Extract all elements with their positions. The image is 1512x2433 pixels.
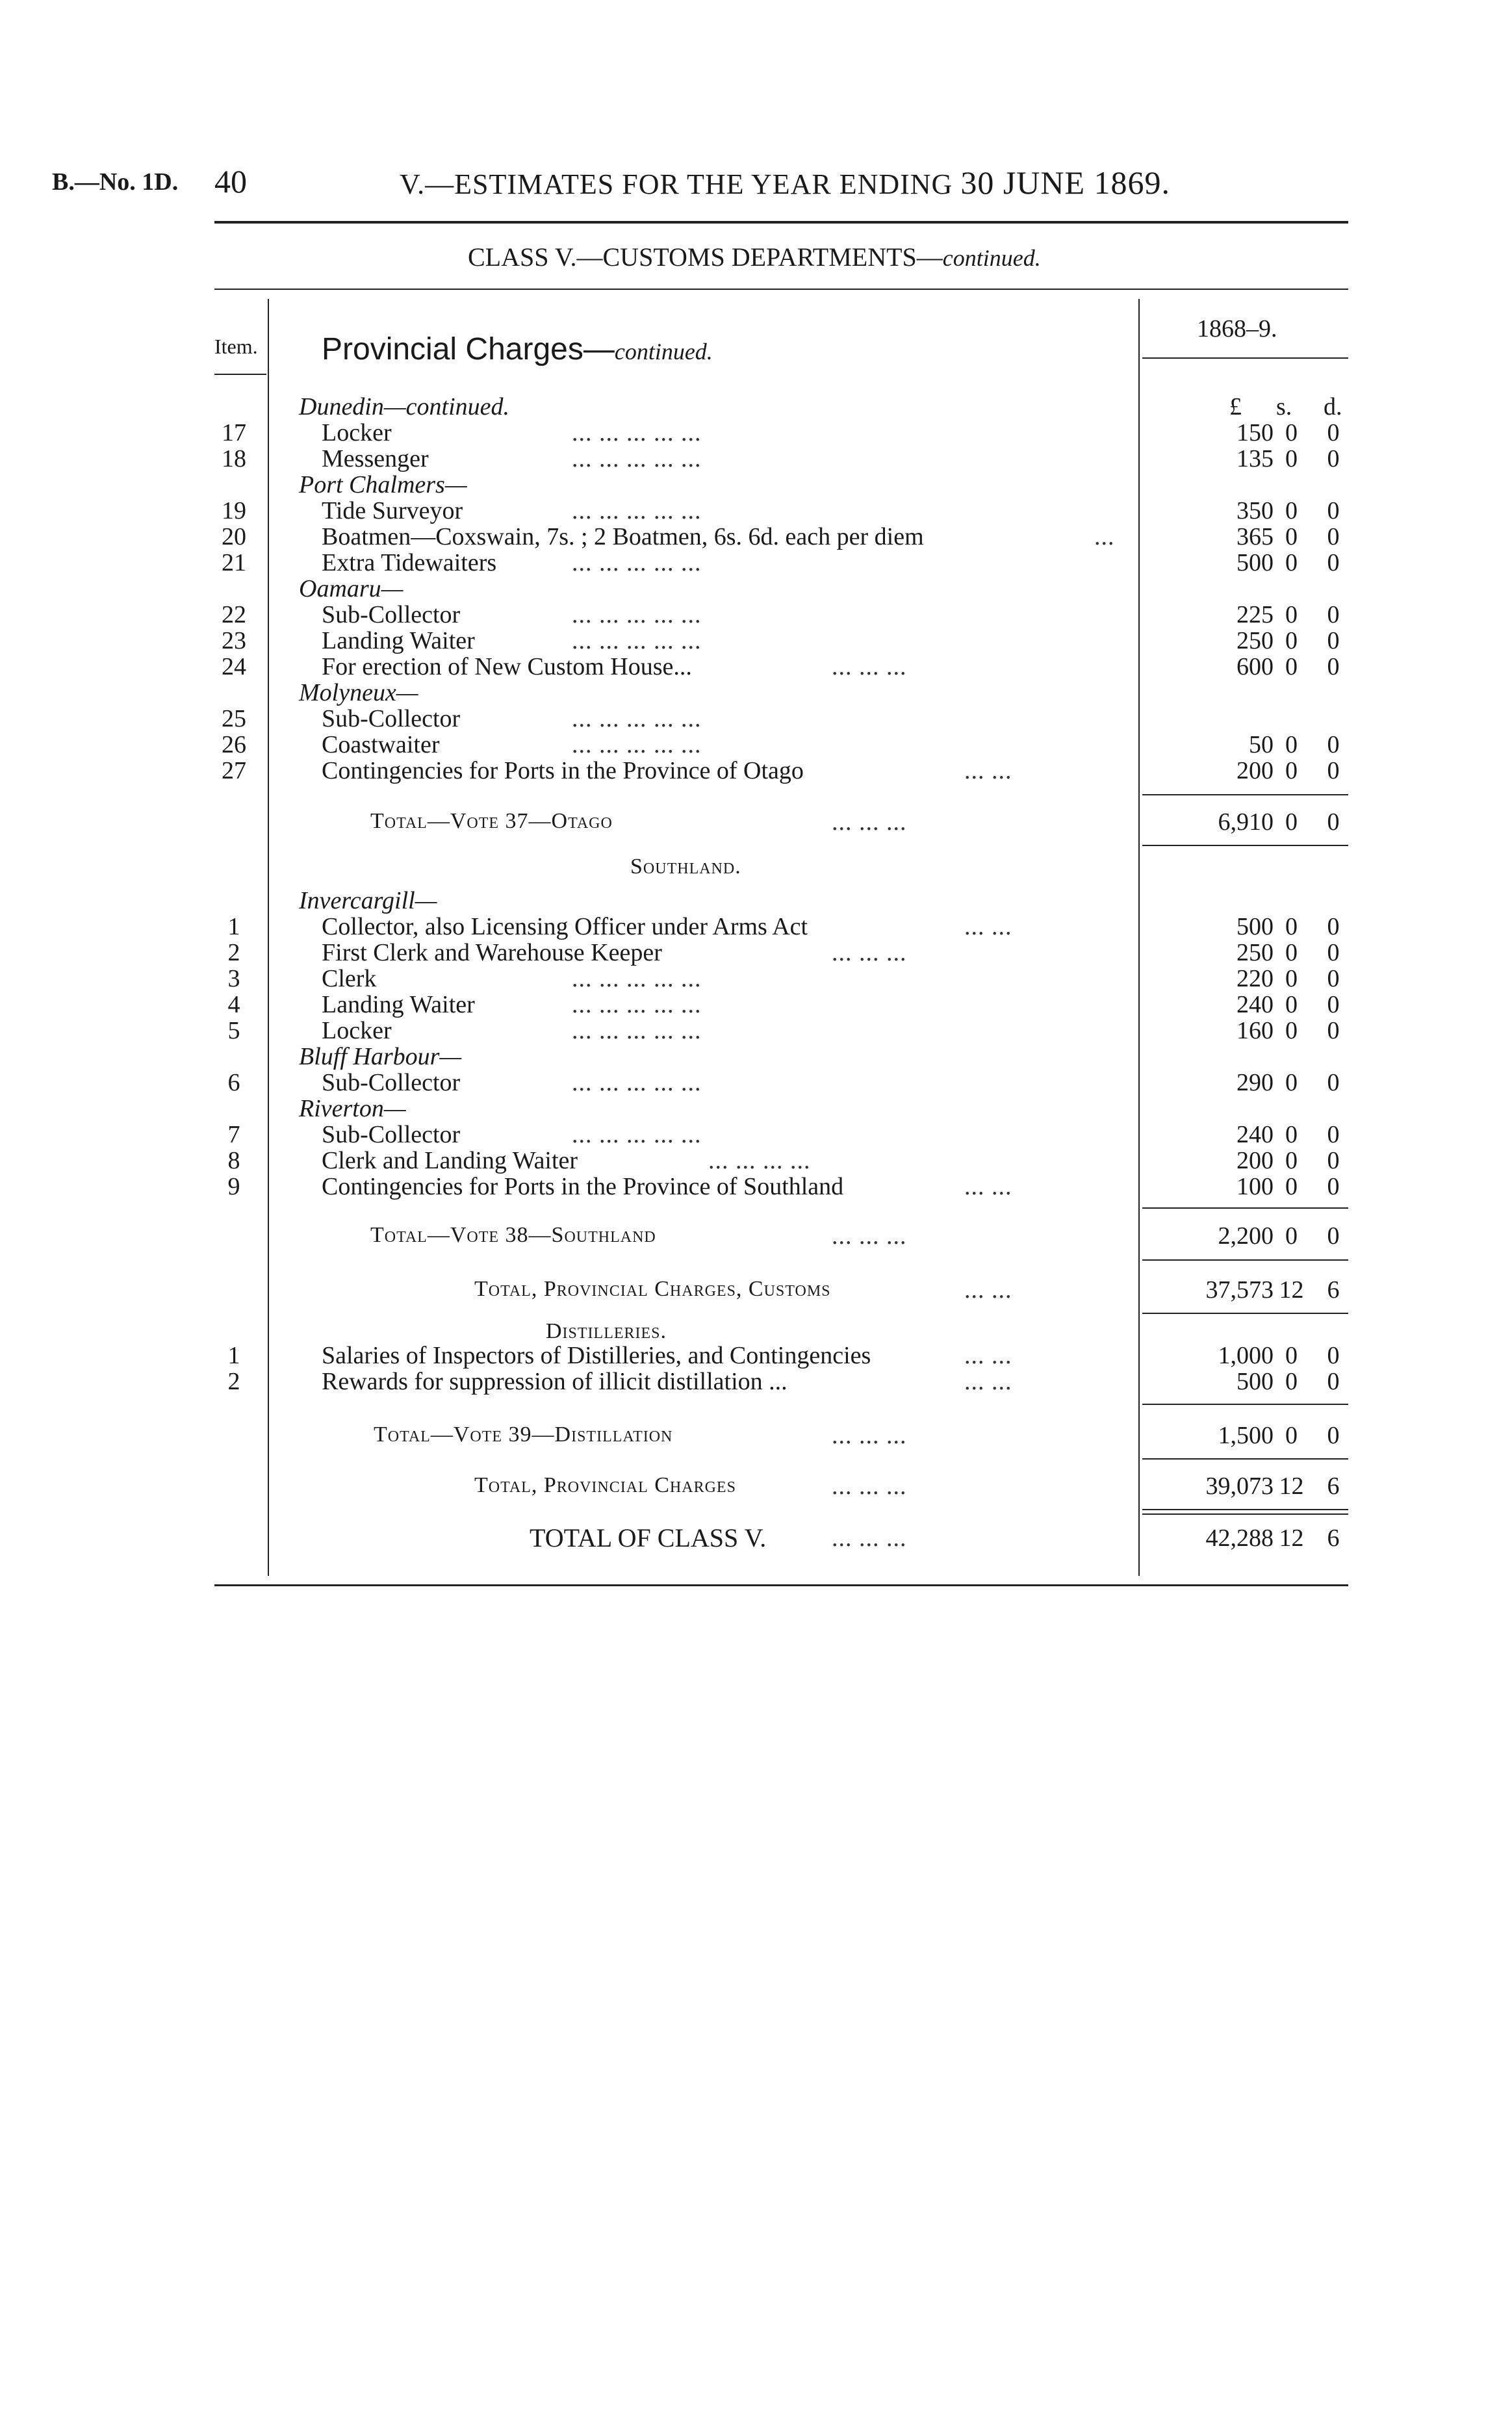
southland-total-rule	[1142, 1207, 1348, 1209]
amount-pence: 0	[1327, 1222, 1340, 1250]
amount-pounds: 600	[1237, 653, 1274, 680]
item-description: Rewards for suppression of illicit distillation ...	[322, 1368, 788, 1395]
class-title-text: CLASS V.—CUSTOMS DEPARTMENTS—	[468, 242, 943, 272]
leader-dots: ... ... ... ...	[708, 1147, 811, 1174]
item-description: For erection of New Custom House...	[322, 653, 692, 680]
amount-pounds: 100	[1237, 1173, 1274, 1200]
item-description: Collector, also Licensing Officer under Arms Act	[322, 913, 808, 940]
table-row	[0, 444, 1512, 470]
provincial-total-bottom-rule-1	[1142, 1509, 1348, 1510]
amount-shillings: 0	[1285, 627, 1298, 654]
item-description: Messenger	[322, 445, 429, 472]
amount-pounds: 500	[1237, 913, 1274, 940]
table-bottom-rule	[214, 1584, 1348, 1586]
item-number: 5	[227, 1017, 240, 1044]
leader-dots: ... ... ... ... ...	[572, 445, 702, 472]
amount-shillings: 0	[1285, 1069, 1298, 1096]
customs-total-label: Total, Provincial Charges, Customs	[474, 1277, 831, 1301]
leader-dots: ... ...	[964, 1173, 1012, 1200]
leader-dots: ... ... ... ... ...	[572, 601, 702, 628]
item-number: 17	[222, 419, 246, 446]
item-description: Extra Tidewaiters	[322, 549, 497, 576]
leader-dots: ... ... ... ... ...	[572, 549, 702, 576]
amount-shillings: 0	[1285, 601, 1298, 628]
item-number: 6	[227, 1069, 240, 1096]
otago-total-bottom-rule	[1142, 845, 1348, 846]
leader-dots: ... ...	[964, 1342, 1012, 1369]
item-description: Landing Waiter	[322, 991, 475, 1018]
amount-shillings: 0	[1285, 1422, 1298, 1449]
amount-shillings: 0	[1285, 419, 1298, 446]
item-number: 4	[227, 991, 240, 1018]
subheading-label: Bluff Harbour—	[299, 1043, 462, 1070]
amount-shillings: 0	[1285, 731, 1298, 758]
subheading-label: Port Chalmers—	[299, 471, 467, 498]
item-description: Sub-Collector	[322, 601, 461, 628]
item-number: 1	[227, 913, 240, 940]
amount-pence: 0	[1327, 1121, 1340, 1148]
leader-dots: ... ...	[964, 1276, 1012, 1304]
leader-dots: ... ... ... ... ...	[572, 627, 702, 654]
table-row	[0, 704, 1512, 730]
table-row	[0, 964, 1512, 990]
table-row	[0, 1120, 1512, 1146]
leader-dots: ... ...	[964, 757, 1012, 784]
item-column-header: Item.	[214, 335, 258, 358]
amount-pence: 6	[1327, 1525, 1340, 1552]
leader-dots: ... ... ...	[832, 939, 907, 966]
amount-pounds: 1,500	[1218, 1422, 1274, 1449]
subheading-oamaru	[0, 574, 1512, 600]
amount-pence: 6	[1327, 1276, 1340, 1304]
leader-dots: ... ... ... ... ...	[572, 1017, 702, 1044]
southland-total-bottom-rule	[1142, 1259, 1348, 1261]
item-number: 27	[222, 757, 246, 784]
year-header-underline	[1142, 357, 1348, 359]
table-row	[0, 990, 1512, 1016]
amount-pence: 0	[1327, 1342, 1340, 1369]
leader-dots: ... ... ...	[832, 1422, 907, 1449]
amount-pence: 0	[1327, 523, 1340, 550]
amount-pence: 0	[1327, 1422, 1340, 1449]
leader-dots: ...	[1094, 523, 1115, 550]
southland-heading: Southland.	[630, 855, 741, 879]
amount-pounds: 39,073	[1205, 1473, 1274, 1500]
subheading-port-chalmers	[0, 470, 1512, 496]
subheading-riverton	[0, 1094, 1512, 1120]
amount-pence: 0	[1327, 991, 1340, 1018]
distilleries-total-rule	[1142, 1404, 1348, 1405]
class-total-row	[0, 1524, 1512, 1550]
item-description: Sub-Collector	[322, 1069, 461, 1096]
distilleries-total-bottom-rule	[1142, 1458, 1348, 1460]
amount-pence: 0	[1327, 601, 1340, 628]
amount-pounds: 42,288	[1205, 1525, 1274, 1552]
item-description: Coastwaiter	[322, 731, 440, 758]
table-row	[0, 600, 1512, 626]
amount-pounds: 225	[1237, 601, 1274, 628]
item-description: Contingencies for Ports in the Province of Southland	[322, 1173, 844, 1200]
subheading-molyneux	[0, 678, 1512, 704]
amount-pounds: 500	[1237, 549, 1274, 576]
item-number: 22	[222, 601, 246, 628]
item-description: Sub-Collector	[322, 705, 461, 732]
item-number: 21	[222, 549, 246, 576]
class-total-label: TOTAL OF CLASS V.	[530, 1523, 767, 1552]
item-description: Salaries of Inspectors of Distilleries, and Contingencies	[322, 1342, 871, 1369]
customs-total-row	[0, 1276, 1512, 1302]
amount-pounds: 350	[1237, 497, 1274, 524]
amount-pounds: 240	[1237, 1121, 1274, 1148]
amount-pounds: 150	[1237, 419, 1274, 446]
provincial-total-bottom-rule-2	[1142, 1513, 1348, 1515]
amount-pounds: 135	[1237, 445, 1274, 472]
table-row	[0, 652, 1512, 678]
amount-pence: 0	[1327, 549, 1340, 576]
amount-pence: 0	[1327, 808, 1340, 836]
item-description: Landing Waiter	[322, 627, 475, 654]
amount-pence: 0	[1327, 1173, 1340, 1200]
item-description: Contingencies for Ports in the Province of Otago	[322, 757, 804, 784]
page-title	[400, 164, 1170, 201]
item-number: 20	[222, 523, 246, 550]
customs-total-bottom-rule	[1142, 1313, 1348, 1314]
leader-dots: ... ... ...	[832, 1473, 907, 1500]
item-description: Sub-Collector	[322, 1121, 461, 1148]
amount-pence: 0	[1327, 1069, 1340, 1096]
subheading-label: Dunedin—continued.	[299, 393, 510, 420]
amount-pounds: 200	[1237, 757, 1274, 784]
amount-pounds: 500	[1237, 1368, 1274, 1395]
amount-pounds: 200	[1237, 1147, 1274, 1174]
vote-37-total-label: Total—Vote 37—Otago	[370, 809, 613, 833]
leader-dots: ... ... ...	[832, 808, 907, 836]
item-number: 7	[227, 1121, 240, 1148]
subheading-bluff-harbour	[0, 1042, 1512, 1068]
amount-pounds: 6,910	[1218, 808, 1274, 836]
table-row	[0, 1016, 1512, 1042]
amount-shillings: 0	[1285, 1147, 1298, 1174]
leader-dots: ... ... ... ... ...	[572, 497, 702, 524]
table-row	[0, 1341, 1512, 1367]
table-row	[0, 496, 1512, 522]
amount-shillings: 0	[1285, 445, 1298, 472]
amount-pounds: 37,573	[1205, 1276, 1274, 1304]
amount-pence: 0	[1327, 757, 1340, 784]
amount-pounds: 250	[1237, 627, 1274, 654]
amount-shillings: 12	[1279, 1525, 1304, 1552]
item-number: 2	[227, 939, 240, 966]
amount-shillings: 12	[1279, 1473, 1304, 1500]
document-reference: B.—No. 1D.	[52, 168, 179, 196]
item-header-underline	[214, 374, 266, 375]
pence-symbol: d.	[1324, 393, 1342, 420]
table-row	[0, 756, 1512, 782]
section-title	[322, 331, 713, 367]
leader-dots: ... ... ... ... ...	[572, 731, 702, 758]
amount-shillings: 0	[1285, 523, 1298, 550]
table-row	[0, 1367, 1512, 1393]
vote-38-total-row	[0, 1222, 1512, 1248]
page-number: 40	[214, 163, 247, 200]
leader-dots: ... ... ...	[832, 1222, 907, 1250]
leader-dots: ... ... ... ... ...	[572, 419, 702, 446]
table-row	[0, 1172, 1512, 1198]
amount-pounds: 50	[1249, 731, 1274, 758]
table-row	[0, 626, 1512, 652]
item-description: Boatmen—Coxswain, 7s. ; 2 Boatmen, 6s. 6d. each per diem	[322, 523, 924, 550]
item-description: First Clerk and Warehouse Keeper	[322, 939, 662, 966]
otago-total-rule	[1142, 794, 1348, 795]
amount-pence: 0	[1327, 965, 1340, 992]
table-row	[0, 522, 1512, 548]
vote-39-total-label: Total—Vote 39—Distillation	[374, 1422, 673, 1447]
item-description: Tide Surveyor	[322, 497, 463, 524]
table-row	[0, 418, 1512, 444]
provincial-total-label: Total, Provincial Charges	[474, 1473, 736, 1497]
amount-pence: 0	[1327, 1368, 1340, 1395]
amount-shillings: 0	[1285, 1017, 1298, 1044]
vote-38-total-label: Total—Vote 38—Southland	[370, 1223, 656, 1247]
item-description: Clerk and Landing Waiter	[322, 1147, 578, 1174]
amount-shillings: 0	[1285, 757, 1298, 784]
amount-pence: 6	[1327, 1473, 1340, 1500]
amount-shillings: 0	[1285, 939, 1298, 966]
amount-pence: 0	[1327, 731, 1340, 758]
amount-pounds: 220	[1237, 965, 1274, 992]
item-number: 26	[222, 731, 246, 758]
class-title	[468, 242, 1041, 272]
amount-shillings: 0	[1285, 653, 1298, 680]
class-title-continued: continued.	[942, 245, 1041, 271]
leader-dots: ... ... ... ... ...	[572, 1069, 702, 1096]
table-row	[0, 1146, 1512, 1172]
item-description: Locker	[322, 1017, 392, 1044]
amount-shillings: 0	[1285, 1121, 1298, 1148]
table-row	[0, 912, 1512, 938]
section-title-continued: continued.	[614, 339, 713, 365]
table-row	[0, 730, 1512, 756]
leader-dots: ... ...	[964, 913, 1012, 940]
amount-pounds: 160	[1237, 1017, 1274, 1044]
table-row	[0, 1068, 1512, 1094]
leader-dots: ... ... ... ... ...	[572, 1121, 702, 1148]
item-description: Clerk	[322, 965, 377, 992]
amount-shillings: 0	[1285, 1342, 1298, 1369]
item-number: 19	[222, 497, 246, 524]
subheading-label: Invercargill—	[299, 887, 437, 914]
amount-shillings: 0	[1285, 808, 1298, 836]
item-number: 8	[227, 1147, 240, 1174]
amount-pence: 0	[1327, 445, 1340, 472]
item-number: 9	[227, 1173, 240, 1200]
header-rule	[214, 221, 1348, 224]
amount-shillings: 0	[1285, 965, 1298, 992]
amount-pounds: 365	[1237, 523, 1274, 550]
table-top-rule	[214, 289, 1348, 290]
item-number: 18	[222, 445, 246, 472]
amount-pence: 0	[1327, 939, 1340, 966]
amount-pence: 0	[1327, 913, 1340, 940]
item-number: 24	[222, 653, 246, 680]
amount-pence: 0	[1327, 1017, 1340, 1044]
table-row	[0, 548, 1512, 574]
item-number: 25	[222, 705, 246, 732]
amount-shillings: 0	[1285, 991, 1298, 1018]
distilleries-heading: Distilleries.	[546, 1319, 667, 1343]
amount-pounds: 250	[1237, 939, 1274, 966]
item-number: 3	[227, 965, 240, 992]
leader-dots: ... ...	[964, 1368, 1012, 1395]
section-title-text: Provincial Charges—	[322, 332, 615, 367]
amount-pence: 0	[1327, 497, 1340, 524]
amount-pounds: 2,200	[1218, 1222, 1274, 1250]
amount-shillings: 12	[1279, 1276, 1304, 1304]
year-column-header: 1868–9.	[1197, 315, 1277, 342]
item-number: 2	[227, 1368, 240, 1395]
amount-pence: 0	[1327, 653, 1340, 680]
amount-shillings: 0	[1285, 1368, 1298, 1395]
leader-dots: ... ... ... ... ...	[572, 991, 702, 1018]
amount-shillings: 0	[1285, 549, 1298, 576]
leader-dots: ... ... ... ... ...	[572, 705, 702, 732]
amount-pence: 0	[1327, 627, 1340, 654]
subheading-label: Molyneux—	[299, 679, 418, 706]
pounds-symbol: £	[1229, 393, 1242, 420]
amount-shillings: 0	[1285, 497, 1298, 524]
vote-37-total-row	[0, 808, 1512, 834]
leader-dots: ... ... ...	[832, 1525, 907, 1552]
page-title-prefix: V.—ESTIMATES FOR THE YEAR ENDING	[400, 168, 961, 200]
amount-pounds: 1,000	[1218, 1342, 1274, 1369]
amount-pounds: 240	[1237, 991, 1274, 1018]
provincial-total-row	[0, 1472, 1512, 1498]
amount-pence: 0	[1327, 419, 1340, 446]
amount-pounds: 290	[1237, 1069, 1274, 1096]
table-row	[0, 938, 1512, 964]
item-description: Locker	[322, 419, 392, 446]
subheading-label: Riverton—	[299, 1095, 406, 1122]
subheading-dunedin	[0, 393, 1512, 418]
amount-shillings: 0	[1285, 1173, 1298, 1200]
leader-dots: ... ... ... ... ...	[572, 965, 702, 992]
amount-pence: 0	[1327, 1147, 1340, 1174]
shillings-symbol: s.	[1276, 393, 1292, 420]
vote-39-total-row	[0, 1421, 1512, 1447]
page-title-date: 30 JUNE 1869.	[960, 164, 1171, 201]
leader-dots: ... ... ...	[832, 653, 907, 680]
subheading-label: Oamaru—	[299, 575, 404, 602]
item-number: 1	[227, 1342, 240, 1369]
amount-shillings: 0	[1285, 913, 1298, 940]
amount-shillings: 0	[1285, 1222, 1298, 1250]
item-number: 23	[222, 627, 246, 654]
subheading-invercargill	[0, 886, 1512, 912]
